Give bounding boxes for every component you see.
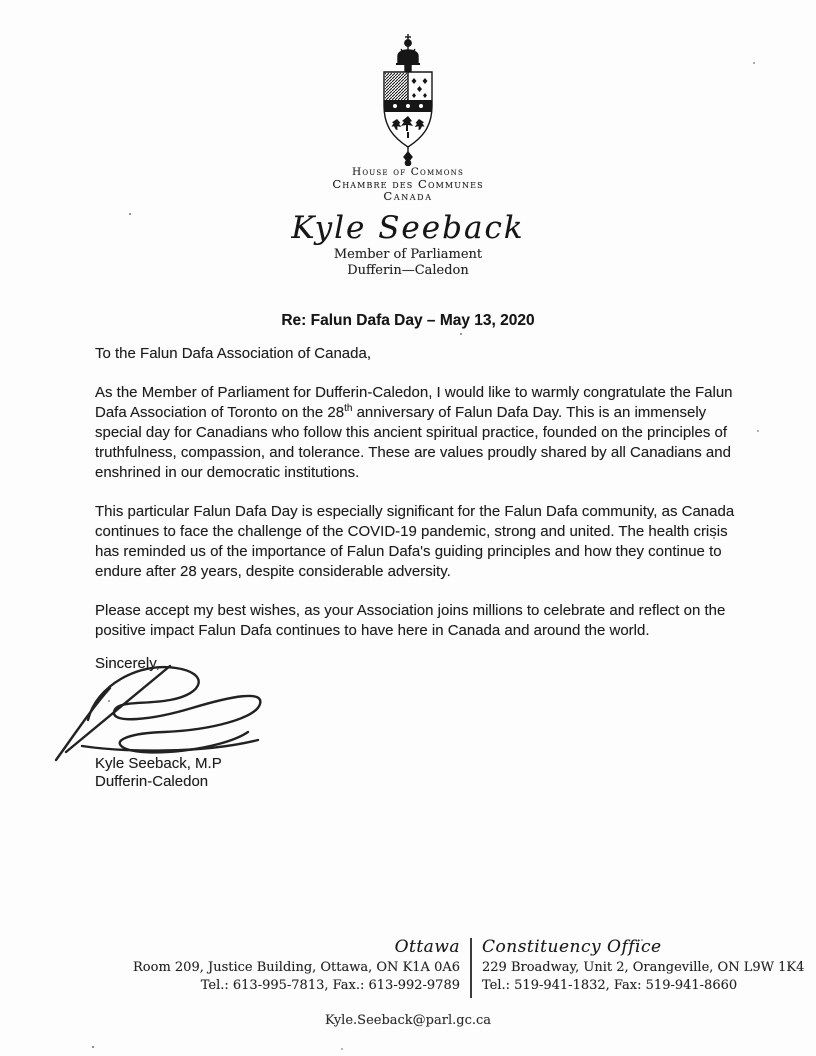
paragraph-2: This particular Falun Dafa Day is especially significant for the Falun Dafa community, as Canada continues to face the challenge of the COVID-19 pandemic, strong and united. The health crisis has reminded us of the importance of Falun Dafa's guiding principles and how they continue to endure after 28 years, despite considerable adversity.: [95, 503, 735, 580]
paragraph-1-pre: As the Member of Parliament for Dufferin-Caledon, I would like to warmly congratulate the Falun Dafa Association of Toronto on the 28: [95, 384, 733, 421]
mp-name: Kyle Seeback: [291, 210, 525, 246]
org-name-block: [0, 167, 816, 202]
footer-ottawa-office: [90, 938, 460, 995]
closing: Sincerely,: [95, 655, 160, 672]
org-name-french: Chambre des Communes: [332, 177, 484, 191]
footer-constituency-address: 229 Broadway, Unit 2, Orangeville, ON L9W 1K4: [482, 960, 805, 975]
letter-body: [95, 344, 745, 660]
footer-constituency-heading: Constituency Office: [482, 937, 662, 957]
signer-riding: Dufferin-Caledon: [95, 773, 209, 790]
house-of-commons-crest-icon: [368, 34, 448, 166]
footer-constituency-phone: Tel.: 519-941-1832, Fax: 519-941-8660: [482, 978, 738, 993]
mp-title: Member of Parliament: [333, 247, 483, 262]
footer-divider: [470, 938, 472, 998]
scan-noise: [0, 0, 2, 2]
paragraph-3: Please accept my best wishes, as your Association joins millions to celebrate and reflect on the positive impact Falun Dafa continues to have here in Canada and around the world.: [95, 602, 726, 639]
footer-ottawa-phone: Tel.: 613-995-7813, Fax.: 613-992-9789: [200, 978, 460, 993]
salutation: To the Falun Dafa Association of Canada,: [95, 345, 372, 362]
paragraph-1: [95, 383, 745, 483]
paragraph-1-superscript: th: [344, 403, 353, 414]
paragraph-1-post: anniversary of Falun Dafa Day. This is an immensely special day for Canadians who follow this ancient spiritual practice, founded on the principles of truthfulness, compassion, and tolerance. These are values proudly shared by all Canadians and enshrined in our democratic institutions.: [95, 404, 731, 481]
signature-scribble: [52, 660, 284, 766]
signer-name: Kyle Seeback, M.P: [95, 755, 222, 772]
footer-ottawa-address: Room 209, Justice Building, Ottawa, ON K1A 0A6: [133, 960, 460, 975]
org-name-english: House of Commons: [352, 166, 464, 178]
footer-ottawa-heading: Ottawa: [394, 937, 460, 957]
footer-constituency-office: [482, 938, 812, 995]
mp-riding: Dufferin—Caledon: [347, 263, 469, 278]
org-name-country: Canada: [383, 189, 433, 203]
subject-line: Re: Falun Dafa Day – May 13, 2020: [281, 312, 535, 329]
footer-email: Kyle.Seeback@parl.gc.ca: [324, 1013, 492, 1028]
